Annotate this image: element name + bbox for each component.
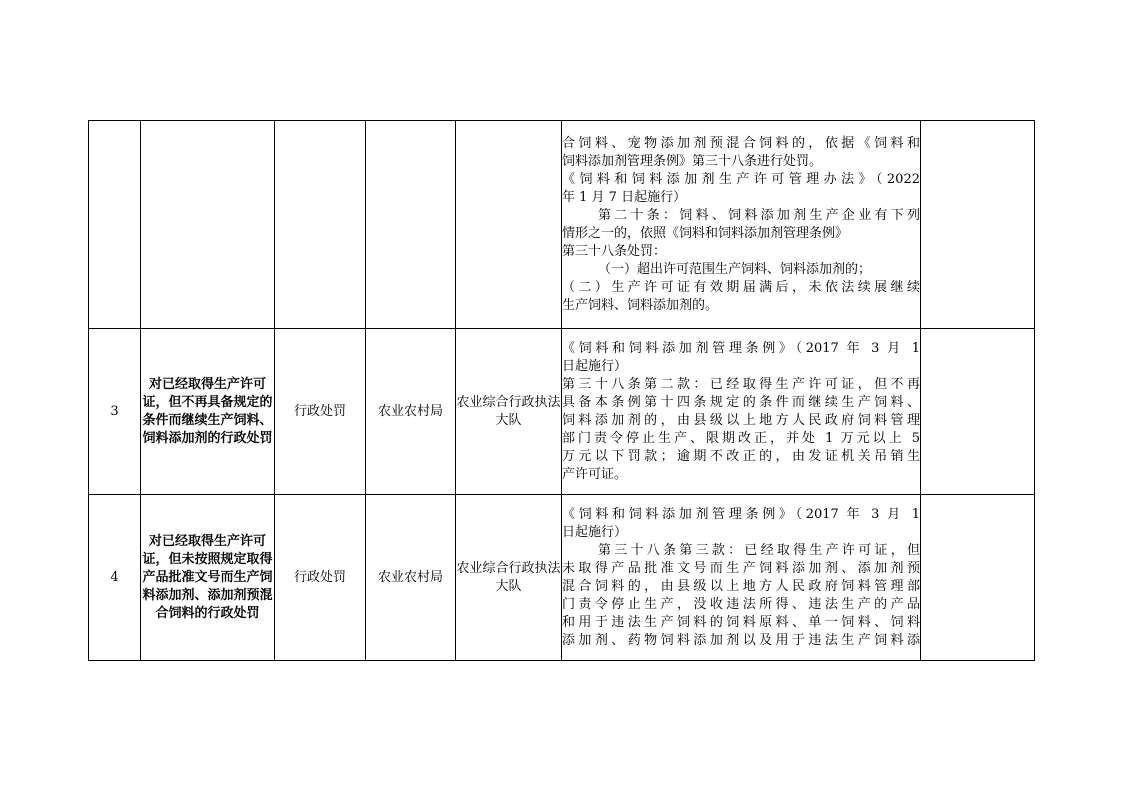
remarks [921, 121, 1035, 329]
legal-basis [562, 121, 921, 329]
basis-line: 饲料添加剂管理条例》第三十八条进行处罚。 [562, 153, 823, 169]
enforcement-unit: 农业综合行政执法大队 [456, 495, 562, 661]
basis-line: 产许可证。 [562, 466, 628, 482]
basis-line: 第二十条：饲料、饲料添加剂生产企业有下列 [598, 207, 920, 223]
basis-line: （一）超出许可范围生产饲料、饲料添加剂的； [598, 261, 872, 277]
item-type [275, 121, 366, 329]
basis-line: 部门责令停止生产、限期改正，并处 1 万元以上 5 [562, 430, 920, 446]
item-name: 对已经取得生产许可证，但不再具备规定的条件而继续生产饲料、饲料添加剂的行政处罚 [141, 329, 275, 495]
basis-line: 日起施行） [562, 358, 628, 374]
table-row [89, 495, 1035, 661]
basis-line: （二）生产许可证有效期届满后，未依法续展继续 [562, 279, 920, 295]
responsible-department: 农业农村局 [366, 495, 456, 661]
basis-line: 合饲料、宠物添加剂预混合饲料的，依据《饲料和 [562, 135, 920, 151]
basis-line: 年 1 月 7 日起施行） [562, 189, 687, 205]
basis-line: 和用于违法生产饲料的饲料原料、单一饲料、饲料 [562, 614, 920, 630]
basis-line: 未取得产品批准文号而生产饲料添加剂、添加剂预 [562, 560, 920, 576]
basis-line: 生产饲料、饲料添加剂的。 [562, 297, 719, 313]
basis-line: 情形之一的，依照《饲料和饲料添加剂管理条例》 [562, 225, 849, 241]
remarks [921, 495, 1035, 661]
item-name [141, 121, 275, 329]
enforcement-unit [456, 121, 562, 329]
row-number [89, 121, 141, 329]
row-number: 4 [89, 495, 141, 661]
enforcement-unit: 农业综合行政执法大队 [456, 329, 562, 495]
penalty-table [88, 120, 1035, 661]
basis-line: 添加剂、药物饲料添加剂以及用于违法生产饲料添 [562, 632, 920, 648]
row-number: 3 [89, 329, 141, 495]
remarks [921, 329, 1035, 495]
basis-line: 具备本条例第十四条规定的条件而继续生产饲料、 [562, 394, 920, 410]
basis-line: 第三十八条第三款：已经取得生产许可证，但 [598, 542, 920, 558]
basis-line: 《饲料和饲料添加剂生产许可管理办法》（2022 [562, 171, 920, 187]
basis-line: 《饲料和饲料添加剂管理条例》（2017 年 3 月 1 [562, 340, 920, 356]
table-row [89, 329, 1035, 495]
table-row [89, 121, 1035, 329]
basis-line: 万元以下罚款；逾期不改正的，由发证机关吊销生 [562, 448, 920, 464]
basis-line: 第三十八条处罚： [562, 243, 667, 259]
item-type: 行政处罚 [275, 495, 366, 661]
legal-basis [562, 329, 921, 495]
item-name: 对已经取得生产许可证，但未按照规定取得产品批准文号而生产饲料添加剂、添加剂预混合饲料的行政处罚 [141, 495, 275, 661]
basis-line: 第三十八条第二款：已经取得生产许可证，但不再 [562, 376, 920, 392]
basis-line: 门责令停止生产，没收违法所得、违法生产的产品 [562, 596, 920, 612]
item-type: 行政处罚 [275, 329, 366, 495]
legal-basis [562, 495, 921, 661]
basis-line: 《饲料和饲料添加剂管理条例》（2017 年 3 月 1 [562, 506, 920, 522]
responsible-department [366, 121, 456, 329]
basis-line: 混合饲料的，由县级以上地方人民政府饲料管理部 [562, 578, 920, 594]
basis-line: 饲料添加剂的，由县级以上地方人民政府饲料管理 [562, 412, 920, 428]
basis-line: 日起施行） [562, 524, 628, 540]
responsible-department: 农业农村局 [366, 329, 456, 495]
